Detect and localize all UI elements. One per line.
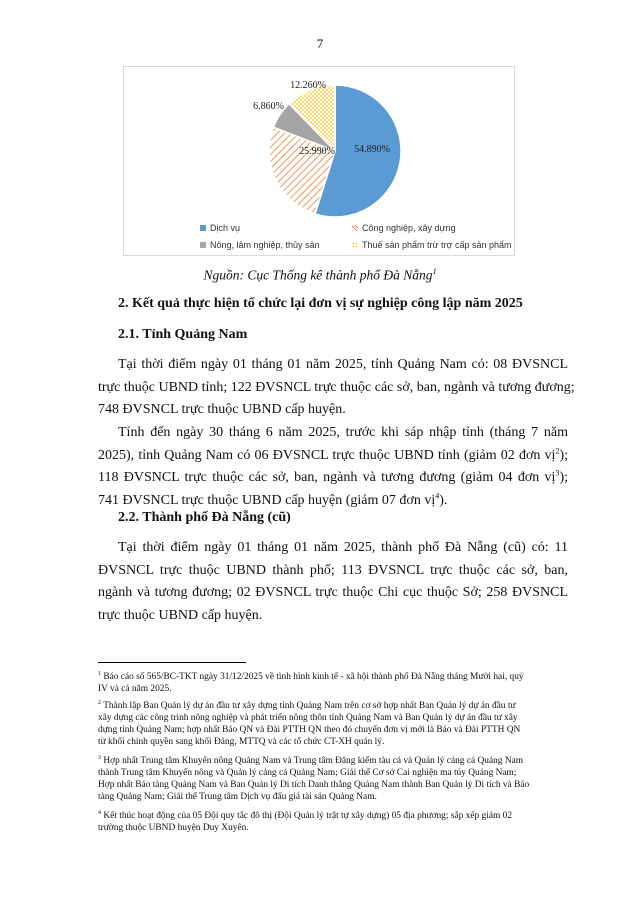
footnote-line: xây dựng các công trình nông nghiệp và phát triển nông thôn tỉnh Quảng Nam và Ban Quản lý dự án đầu tư xây [98, 713, 518, 723]
footnote-1 [98, 671, 570, 695]
footnote-3 [98, 755, 570, 803]
legend-swatch [352, 225, 358, 231]
legend-label: Công nghiệp, xây dựng [362, 223, 456, 233]
paragraph-da-nang-2025-01 [98, 537, 568, 627]
text-run: ). [439, 492, 448, 508]
section-2-heading: 2. Kết quả thực hiện tổ chức lại đơn vị sự nghiệp công lập năm 2025 [118, 296, 523, 311]
pie-data-label: 54.890% [354, 144, 390, 155]
legend-swatch [200, 242, 206, 248]
footnote-text: Kết thúc hoạt động của 05 Đội quy tắc đô thị (Đội Quản lý trật tự xây dựng) 05 địa phương; sắp xếp giảm 02 [103, 811, 513, 821]
section-2-1-heading: 2.1. Tỉnh Quảng Nam [118, 327, 248, 342]
paragraph-quang-nam-2025-06 [98, 422, 568, 512]
footnote-text: Báo cáo số 565/BC-TKT ngày 31/12/2025 về tình hình kinh tế - xã hội thành phố Đà Nẵng tháng Mười hai, quý [103, 672, 524, 682]
footnote-number: 1 [98, 670, 101, 677]
paragraph-quang-nam-2025-01 [98, 354, 575, 422]
legend-swatch [352, 242, 358, 248]
text-line: Tính đến ngày 30 tháng 6 năm 2025, trước khi sáp nhập tỉnh (tháng 7 năm [118, 425, 568, 440]
pie-chart-svg [124, 67, 516, 257]
caption-footnote-ref: 1 [432, 267, 437, 276]
footnote-4 [98, 810, 570, 834]
footnote-ref: 2 [555, 445, 560, 455]
caption-text: Nguồn: Cục Thống kê thành phố Đà Nẵng [203, 267, 433, 283]
footnote-line: Hợp nhất Bảo tàng Quảng Nam và Ban Quản lý Di tích Danh thắng Quảng Nam thành Ban Quản lý Di tích và Bảo [98, 780, 530, 790]
text-run: 741 ĐVSNCL trực thuộc UBND cấp huyện (giảm 07 đơn vị [98, 492, 436, 508]
legend-swatch [200, 225, 206, 231]
footnote-line: IV và cả năm 2025. [98, 684, 172, 694]
footnote-line: dựng tỉnh Quảng Nam; hợp nhất Báo QN và Đài PTTH QN theo đó chuyển đơn vị mới là Báo và Đài PTTH QN [98, 725, 521, 735]
legend-label: Thuế sản phẩm trừ trợ cấp sản phẩm [362, 240, 512, 250]
footnote-line [98, 700, 570, 712]
footnote-text: Hợp nhất Trung tâm Khuyến nông Quảng Nam và Trung tâm Đăng kiểm tàu cá và Quản lý cảng cá Quảng Nam [103, 756, 524, 766]
text-line: Tại thời điểm ngày 01 tháng 01 năm 2025, thành phố Đà Nẵng (cũ) có: 11 [118, 540, 568, 555]
legend-item-dich-vu [200, 223, 240, 233]
footnote-number: 2 [98, 699, 101, 706]
text-run: ); [559, 447, 568, 463]
footnote-line [98, 755, 570, 767]
text-line: ĐVSNCL trực thuộc UBND thành phố; 113 ĐVSNCL trực thuộc các sở, ban, [98, 562, 568, 578]
footnote-line: từ khối chính quyền sang khối Đảng, MTTQ và các tổ chức CT-XH quản lý. [98, 737, 385, 747]
text-line [98, 490, 568, 513]
text-line: trực thuộc UBND tỉnh; 122 ĐVSNCL trực thuộc các sở, ban, ngành và tương đương; [98, 379, 575, 395]
pie-chart [123, 66, 515, 256]
text-line: trực thuộc UBND cấp huyện. [98, 607, 263, 623]
footnote-line [98, 810, 570, 822]
text-line: ngành và tương đương; 02 ĐVSNCL trực thuộc Chi cục thuộc Sở; 258 ĐVSNCL [98, 585, 568, 600]
text-line [98, 467, 568, 490]
legend-item-nong-lam [200, 240, 320, 250]
footnote-divider [98, 662, 246, 663]
footnote-text: Thành lập Ban Quản lý dự án đầu tư xây dựng tỉnh Quảng Nam trên cơ sở hợp nhất Ban Quản lý dự án đầu tư [103, 701, 516, 711]
footnote-number: 4 [98, 809, 101, 816]
text-run: 118 ĐVSNCL trực thuộc các sở, ban, ngành và tương đương (giảm 04 đơn vị [98, 470, 556, 485]
pie-data-label: 6.860% [253, 101, 284, 112]
legend-label: Dịch vụ [210, 223, 241, 233]
section-2-2-heading: 2.2. Thành phố Đà Nẵng (cũ) [118, 510, 291, 525]
footnote-ref: 3 [555, 468, 560, 478]
footnote-line: tàng Quảng Nam; Giải thể Trung tâm Dịch vụ đấu giá tài sản Quảng Nam. [98, 792, 377, 802]
text-line: 748 ĐVSNCL trực thuộc UBND cấp huyện. [98, 402, 346, 417]
footnote-line: thành Trung tâm Khuyến nông và Quản lý cảng cá Quảng Nam; Giải thể Cơ sở Cai nghiện ma túy Quảng Nam; [98, 768, 517, 778]
footnote-number: 3 [98, 754, 101, 761]
legend-item-thue [352, 240, 512, 250]
footnote-line [98, 671, 570, 683]
text-run: 2025), tỉnh Quảng Nam có 06 ĐVSNCL trực thuộc UBND tỉnh (giảm 02 đơn vị [98, 447, 556, 463]
footnote-ref: 4 [435, 490, 440, 500]
chart-caption [0, 267, 640, 284]
pie-data-label: 25.990% [299, 146, 335, 157]
legend-item-cong-nghiep [352, 223, 456, 233]
footnote-line: trường thuộc UBND huyện Duy Xuyên. [98, 823, 249, 833]
text-run: ); [559, 470, 568, 485]
text-line: Tại thời điểm ngày 01 tháng 01 năm 2025, tỉnh Quảng Nam có: 08 ĐVSNCL [118, 357, 568, 372]
footnote-2 [98, 700, 570, 748]
legend-label: Nông, lâm nghiệp, thủy sản [210, 240, 320, 250]
page-number: 7 [316, 36, 324, 51]
pie-data-label: 12.260% [290, 80, 326, 91]
text-line [98, 445, 568, 468]
